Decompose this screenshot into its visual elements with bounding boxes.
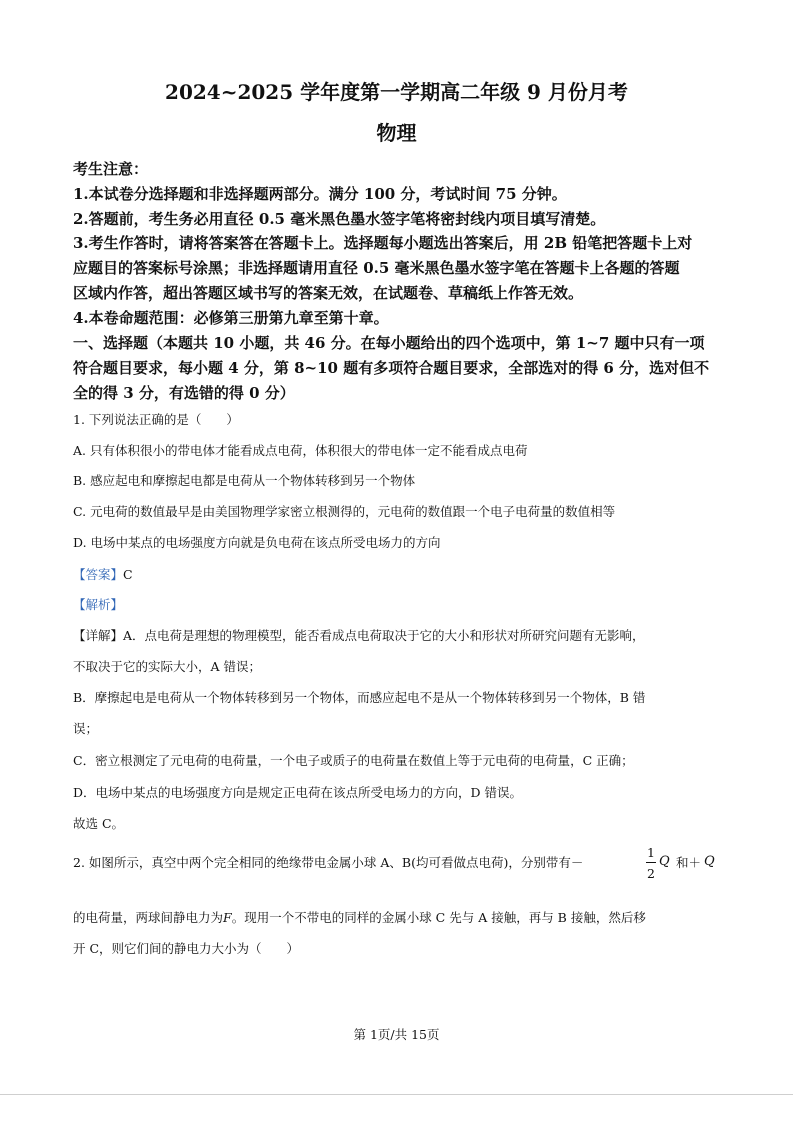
notice-line: 1.本试卷分选择题和非选择题两部分。满分 100 分，考试时间 75 分钟。 [73, 184, 567, 203]
bottom-divider [0, 1094, 793, 1095]
fraction-denominator: 2 [647, 866, 655, 881]
notice-block [73, 157, 723, 331]
page-footer: 第 1页/共 15页 [353, 1027, 440, 1042]
charge-symbol: Q [659, 854, 670, 869]
answer-value: C [123, 567, 133, 582]
q1-stem: 1. 下列说法正确的是（ ） [73, 412, 239, 427]
q1-detail-line: 不取决于它的实际大小，A 错误； [73, 659, 262, 674]
q1-answer [73, 567, 723, 582]
page-title: 2024~2025 学年度第一学期高二年级 9 月份月考 [165, 80, 628, 104]
section-line: 全的得 3 分，有选错的得 0 分） [73, 383, 295, 402]
notice-heading: 考生注意： [73, 160, 149, 178]
notice-line: 3.考生作答时，请将答案答在答题卡上。选择题每小题选出答案后，用 2B 铅笔把答题卡上对 [73, 234, 693, 253]
section-line: 一、选择题（本题共 10 小题，共 46 分。在每小题给出的四个选项中，第 1~7 题中只有一项 [73, 334, 705, 352]
notice-line: 应题目的答案标号涂黑；非选择题请用直径 0.5 毫米黑色墨水签字笔在答题卡上各题的答题 [73, 259, 680, 278]
subject-title: 物理 [376, 121, 417, 145]
notice-line: 区域内作答，超出答题区域书写的答案无效，在试题卷、草稿纸上作答无效。 [73, 283, 584, 302]
q1-option-b: B. 感应起电和摩擦起电都是电荷从一个物体转移到另一个物体 [73, 473, 416, 488]
q2-stem: 2. 如图所示，真空中两个完全相同的绝缘带电金属小球 A、B(均可看做点电荷)，分别带有－ [73, 855, 584, 870]
q2-line2 [73, 910, 723, 925]
charge-symbol: Q [704, 854, 715, 869]
q1-detail-line: D．电场中某点的电场强度方向是规定正电荷在该点所受电场力的方向，D 错误。 [73, 785, 523, 800]
analysis-tag: 【解析】 [73, 597, 124, 612]
answer-tag: 【答案】 [73, 567, 124, 582]
q1-option-c: C. 元电荷的数值最早是由美国物理学家密立根测得的，元电荷的数值跟一个电子电荷量的数值相等 [73, 504, 616, 519]
fraction-bar [646, 862, 656, 863]
q1-detail-line: C．密立根测定了元电荷的电荷量，一个电子或质子的电荷量在数值上等于元电荷的电荷量，C 正确； [73, 753, 634, 768]
q1-option-a: A. 只有体积很小的带电体才能看成点电荷，体积很大的带电体一定不能看成点电荷 [73, 443, 528, 458]
q2-stem-connector: 和＋ [676, 855, 702, 870]
q1-detail-line [73, 628, 723, 643]
force-symbol: F [223, 910, 232, 925]
section-instructions [73, 331, 723, 405]
fraction-numerator: 1 [647, 845, 655, 860]
q1-option-d: D. 电场中某点的电场强度方向就是负电荷在该点所受电场力的方向 [73, 535, 441, 550]
q2-line2-text: 的电荷量，两球间静电力为 [73, 910, 224, 925]
q1-conclusion: 故选 C。 [73, 816, 125, 831]
section-line: 符合题目要求，每小题 4 分，第 8~10 题有多项符合题目要求，全部选对的得 6 分，选对但不 [73, 358, 710, 377]
notice-line: 2.答题前，考生务必用直径 0.5 毫米黑色墨水签字笔将密封线内项目填写清楚。 [73, 209, 606, 228]
notice-line: 4.本卷命题范围：必修第三册第九章至第十章。 [73, 308, 389, 327]
q2-line2-text: 。现用一个不带电的同样的金属小球 C 先与 A 接触，再与 B 接触，然后移 [231, 910, 646, 925]
q1-detail-line: 误； [73, 721, 99, 736]
detail-text: A．点电荷是理想的物理模型，能否看成点电荷取决于它的大小和形状对所研究问题有无影响， [123, 628, 645, 643]
q2-line3: 开 C，则它们间的静电力大小为（ ） [73, 941, 300, 956]
q1-detail-line: B．摩擦起电是电荷从一个物体转移到另一个物体，而感应起电不是从一个物体转移到另一个物体，B 错 [73, 690, 646, 705]
q1-analysis [73, 597, 723, 612]
detail-tag: 【详解】 [73, 628, 124, 643]
